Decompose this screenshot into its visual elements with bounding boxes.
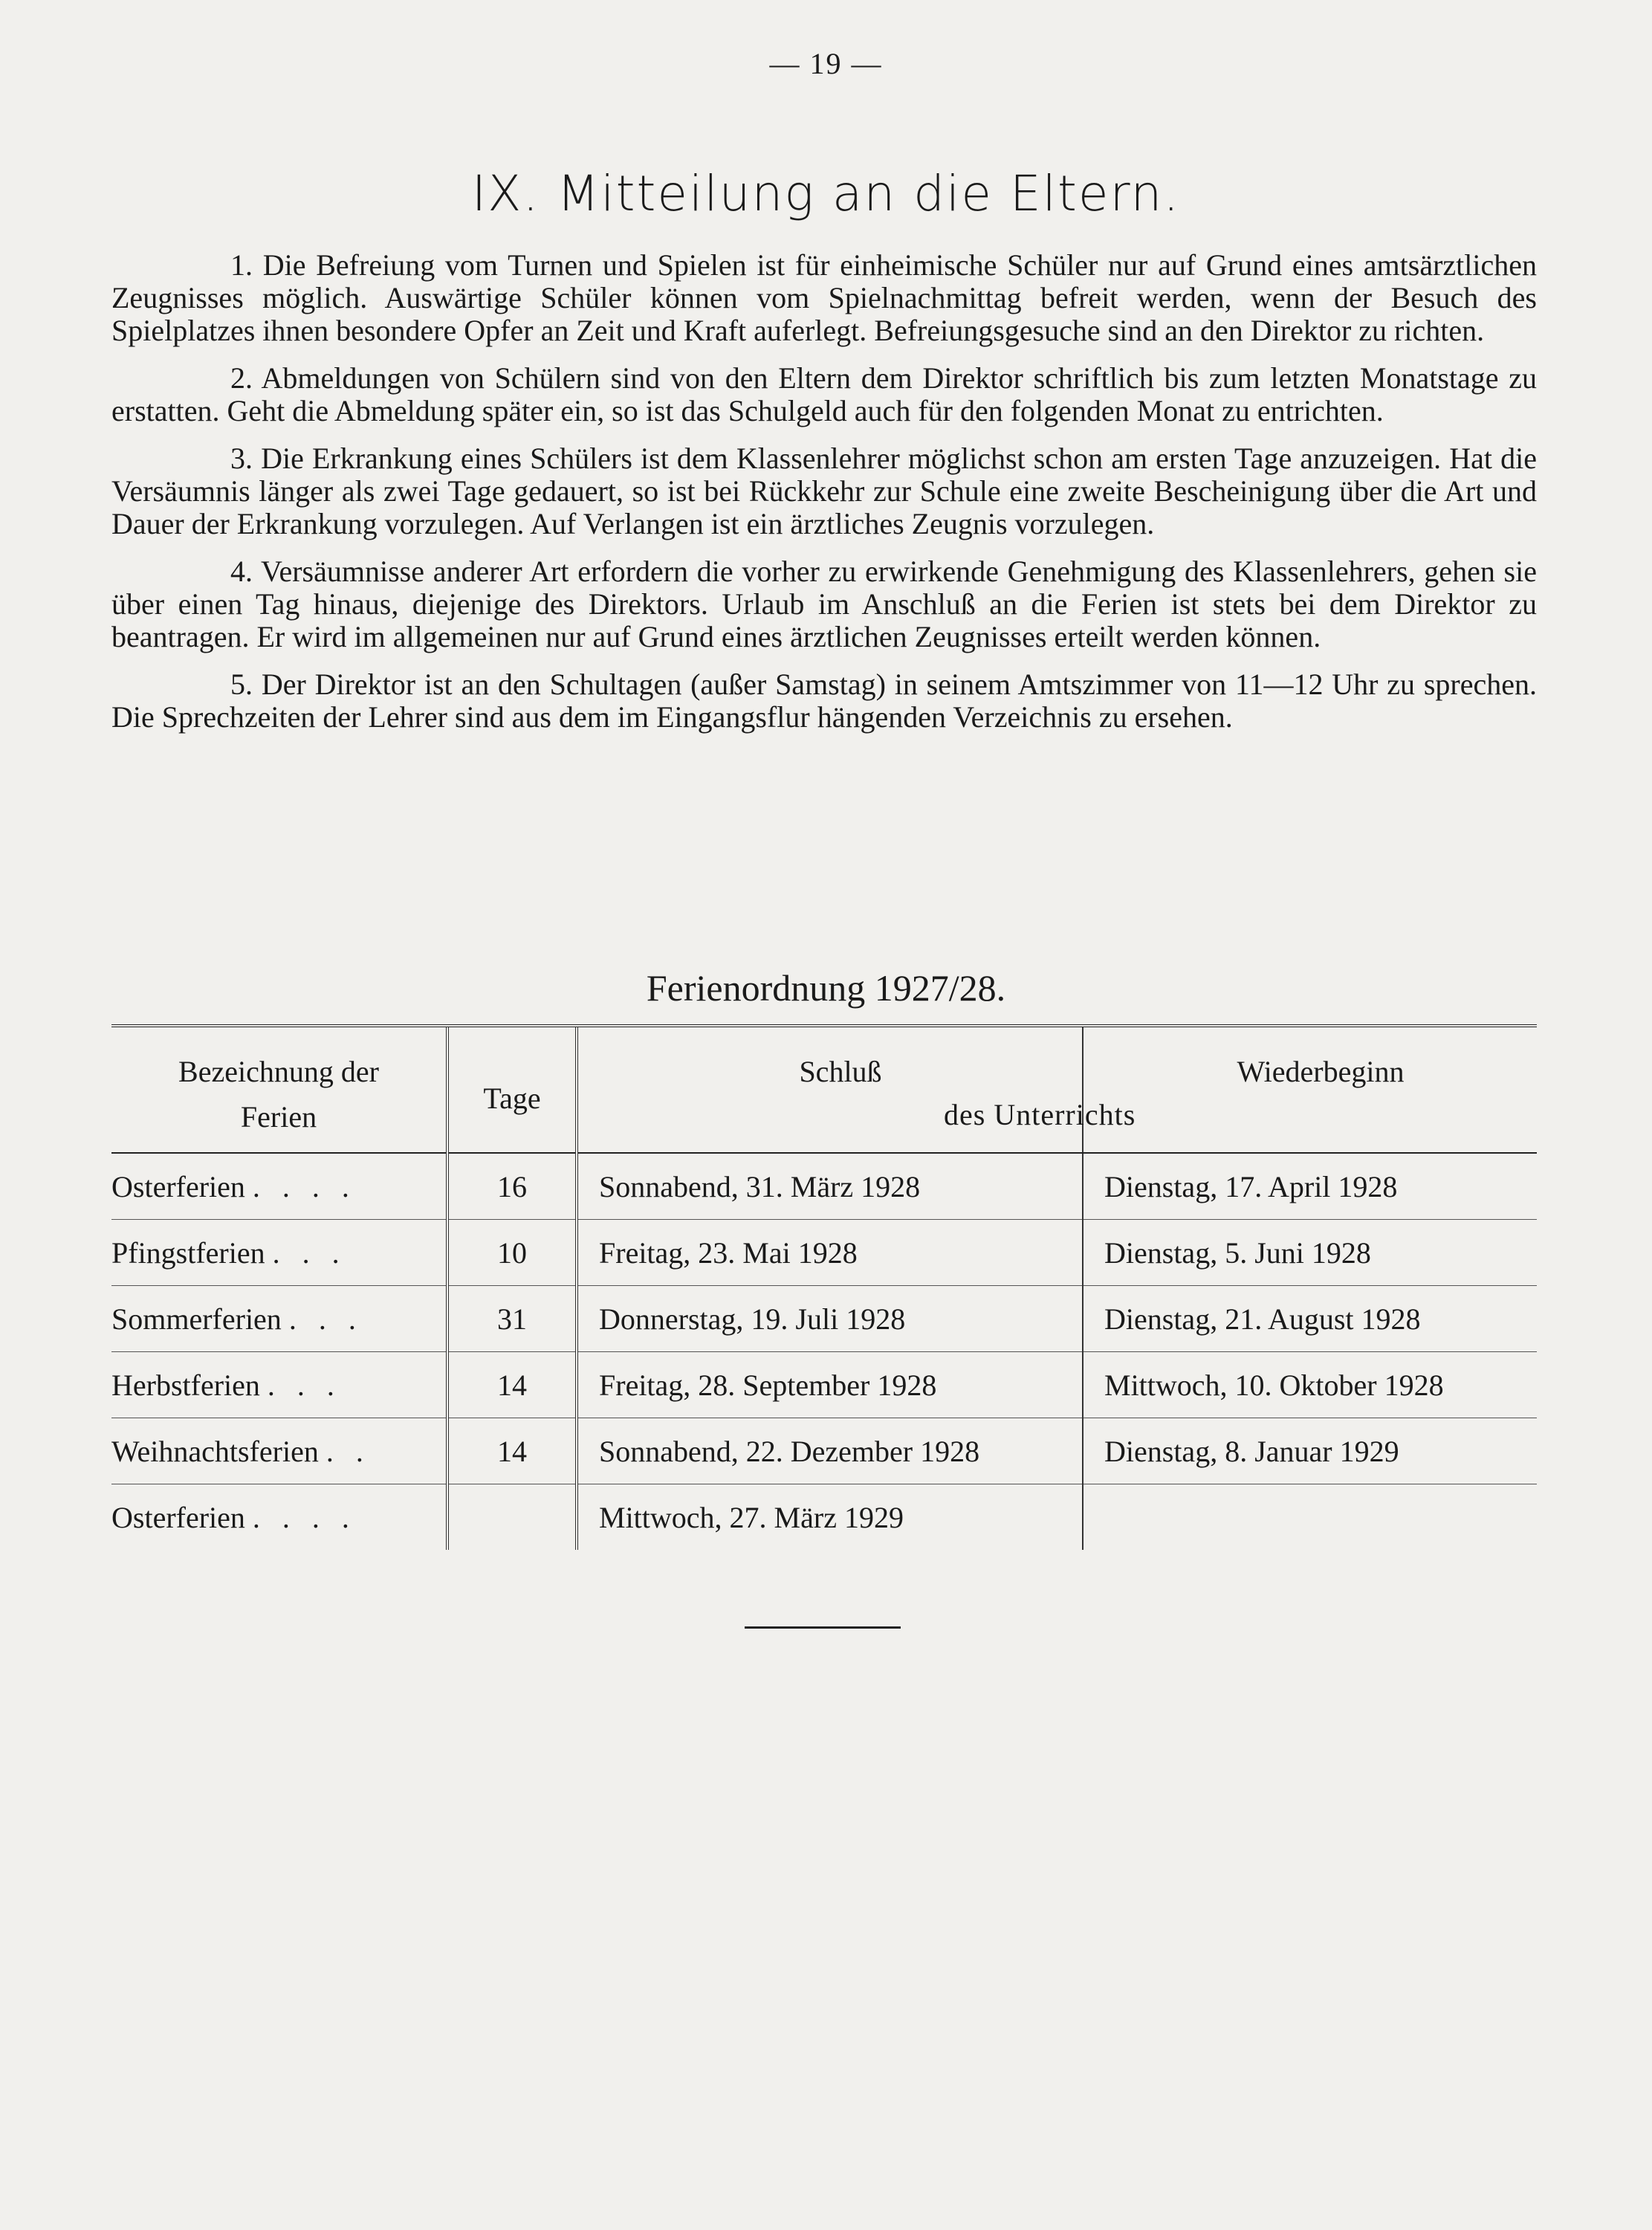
table-row: [111, 1286, 1537, 1352]
holiday-start: [1083, 1484, 1537, 1551]
holiday-name: Herbstferien . . .: [111, 1352, 447, 1418]
table-row: [111, 1352, 1537, 1418]
holiday-days: [447, 1484, 577, 1551]
closing-rule: [745, 1626, 901, 1629]
holiday-end: Freitag, 28. September 1928: [577, 1352, 1083, 1418]
holiday-start: Dienstag, 21. August 1928: [1083, 1286, 1537, 1352]
section-title: IX. Mitteilung an die Eltern.: [471, 165, 1181, 222]
holiday-name: Weihnachtsferien . .: [111, 1418, 447, 1484]
holiday-start: Mittwoch, 10. Oktober 1928: [1083, 1352, 1537, 1418]
header-name-line1: Bezeichnung der: [178, 1055, 379, 1088]
header-start: Wiederbeginn: [1083, 1027, 1537, 1153]
holiday-days: 31: [447, 1286, 577, 1352]
header-end: Schluß: [577, 1027, 1083, 1153]
holiday-end: Donnerstag, 19. Juli 1928: [577, 1286, 1083, 1352]
notice-paragraph-3: [111, 442, 1537, 540]
holiday-days: 10: [447, 1220, 577, 1286]
notice-text: Die Befreiung vom Turnen und Spielen ist für einheimische Schüler nur auf Grund eines amtsärztlichen Zeugnisses möglich. Auswärtige Schüler können vom Spielnachmittag befreit werden, wenn der Besuch des Spielplatzes ihnen besondere Opfer an Zeit und Kraft auferlegt. Befreiungsgesuche sind an den Direktor zu richten.: [111, 248, 1537, 347]
holiday-name: Pfingstferien . . .: [111, 1220, 447, 1286]
notice-paragraph-2: [111, 362, 1537, 427]
holiday-days: 14: [447, 1352, 577, 1418]
holiday-name: Osterferien . . . .: [111, 1500, 357, 1534]
holiday-end: Sonnabend, 22. Dezember 1928: [577, 1418, 1083, 1484]
table-row: [111, 1153, 1537, 1220]
table-row: [111, 1220, 1537, 1286]
holiday-end: Freitag, 23. Mai 1928: [577, 1220, 1083, 1286]
holiday-end: Sonnabend, 31. März 1928: [577, 1153, 1083, 1220]
notice-text: Abmeldungen von Schülern sind von den Eltern dem Direktor schriftlich bis zum letzten Monatstage zu erstatten. Geht die Abmeldung später ein, so ist das Schulgeld auch für den folgenden Monat zu entrichten.: [111, 361, 1538, 427]
header-name-line2: Ferien: [240, 1100, 317, 1134]
holiday-start: Dienstag, 5. Juni 1928: [1083, 1220, 1537, 1286]
notice-text: Die Erkrankung eines Schülers ist dem Klassenlehrer möglichst schon am ersten Tage anzuzeigen. Hat die Versäumnis länger als zwei Tage gedauert, so ist bei Rückkehr zur Schule eine zweite Bescheinigung über die Art und Dauer der Erkrankung vorzulegen. Auf Verlangen ist ein ärztliches Zeugnis vorzulegen.: [111, 442, 1538, 540]
notice-paragraph-5: [111, 668, 1537, 734]
holiday-days: 14: [447, 1418, 577, 1484]
schedule-title: Ferienordnung 1927/28.: [646, 967, 1006, 1009]
table-header-row: [111, 1027, 1537, 1153]
table-row: [111, 1418, 1537, 1484]
holiday-schedule-table: [111, 1024, 1537, 1550]
notice-paragraph-4: [111, 555, 1537, 653]
holiday-name: Osterferien . . . .: [111, 1153, 447, 1220]
notice-text: Versäumnisse anderer Art erfordern die vorher zu erwirkende Genehmigung des Klassenlehrers, gehen sie über einen Tag hinaus, diejenige des Direktors. Urlaub im Anschluß an die Ferien ist stets bei dem Direktor zu beantragen. Er wird im allgemeinen nur auf Grund eines ärztlichen Zeugnisses erteilt werden können.: [111, 555, 1537, 653]
notice-number: 4.: [230, 555, 253, 588]
holiday-start: Dienstag, 8. Januar 1929: [1083, 1418, 1537, 1484]
header-shared-caption: des Unterrichts: [944, 1098, 1136, 1131]
notice-number: 5.: [230, 668, 253, 701]
holiday-days: 16: [447, 1153, 577, 1220]
holiday-name: Sommerferien . . .: [111, 1286, 447, 1352]
notice-paragraph-1: [111, 249, 1537, 347]
table-row: [111, 1484, 1537, 1551]
holiday-start: Dienstag, 17. April 1928: [1083, 1153, 1537, 1220]
holiday-end: Mittwoch, 27. März 1929: [577, 1484, 1083, 1551]
header-name: [111, 1027, 447, 1153]
header-days: Tage: [447, 1027, 577, 1153]
notice-text: Der Direktor ist an den Schultagen (außer Samstag) in seinem Amtszimmer von 11—12 Uhr zu sprechen. Die Sprechzeiten der Lehrer sind aus dem im Eingangsflur hängenden Verzeichnis zu ersehen.: [111, 668, 1538, 734]
page-number: — 19 —: [769, 47, 883, 80]
notices-section: [111, 249, 1537, 749]
notice-number: 3.: [230, 442, 253, 475]
notice-number: 2.: [230, 361, 253, 395]
notice-number: 1.: [230, 248, 253, 282]
